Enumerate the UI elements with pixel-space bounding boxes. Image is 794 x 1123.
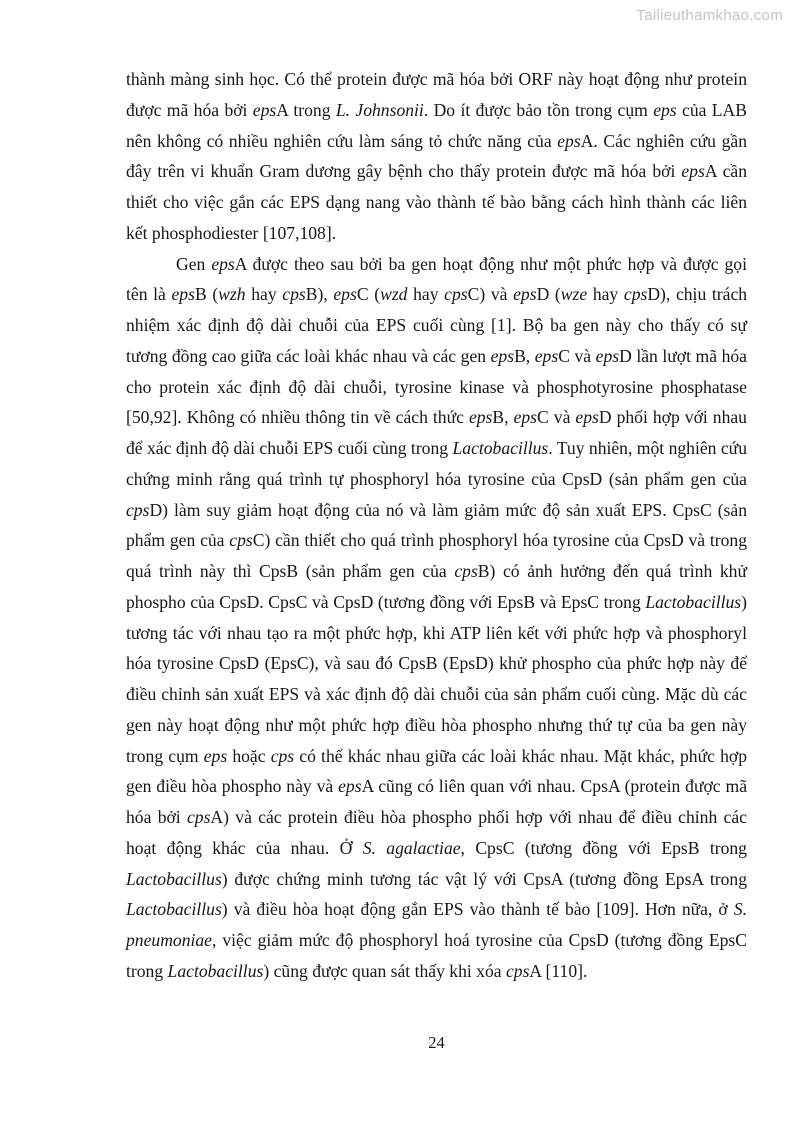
text-segment: eps (513, 407, 538, 428)
text-segment: Lactobacillus (645, 591, 742, 612)
text-segment: B, (492, 407, 514, 428)
text-segment: eps (557, 130, 581, 151)
text-segment: eps (575, 407, 599, 428)
text-segment: cps (282, 284, 306, 305)
paragraph (126, 249, 747, 987)
text-segment: C) cần thiết cho quá trình phosphoryl hóa tyrosine của CpsD và trong quá trình này thì CpsB (sản phẩm gen của (126, 530, 748, 581)
text-segment: Lactobacillus (167, 960, 264, 981)
text-segment: C) và (467, 284, 514, 305)
text-segment: C và (537, 407, 576, 428)
text-segment: eps (513, 284, 537, 305)
text-segment: hay (245, 284, 283, 305)
text-segment: C ( (356, 284, 381, 305)
text-segment: C và (558, 345, 596, 366)
text-segment: ) và điều hòa hoạt động gắn EPS vào thành tế bào [109]. Hơn nữa, ở (221, 899, 734, 920)
text-segment: L. Johnsonii (335, 99, 424, 120)
text-segment: B, (514, 345, 535, 366)
text-segment: D) làm suy giảm hoạt động của nó và làm giảm mức độ sản xuất EPS. CpsC (sản phẩm gen của (126, 499, 747, 551)
text-segment: eps (490, 345, 515, 366)
text-segment: . Do ít được bảo tồn trong cụm (423, 99, 654, 120)
text-segment: A cũng có liên quan với nhau. CpsA (protein được mã hóa bởi (126, 776, 747, 827)
text-segment: ) tương tác với nhau tạo ra một phức hợp, khi ATP liên kết với phức hợp và phosphoryl hóa tyrosine CpsD (EpsC), và sau đó CpsB (EpsD) khử phospho của phức hợp này để điều chỉnh sản xuất EPS và xác định độ dài chuỗi của sản phẩm cuối cùng. Mặc dù các gen này hoạt động như một phức hợp điều hòa phospho nhưng thứ tự của ba gen này trong cụm (126, 591, 747, 766)
text-segment: cps (229, 530, 253, 551)
text-segment: eps (171, 284, 195, 305)
text-segment: eps (534, 345, 559, 366)
text-segment: eps (595, 345, 620, 366)
text-segment: cps (126, 499, 150, 520)
text-segment: eps (211, 253, 235, 274)
text-segment: wzd (380, 284, 408, 305)
text-segment: , việc giảm mức độ phosphoryl hoá tyrosine của CpsD (tương đồng EpsC trong (126, 930, 747, 981)
text-segment: D), chịu trách nhiệm xác định độ dài chuỗi của EPS cuối cùng [1]. Bộ ba gen này cho thấy có sự tương đồng cao giữa các loài khác nhau và các gen (126, 284, 748, 366)
text-segment: A được theo sau bởi ba gen hoạt động như một phức hợp và được gọi tên là (126, 253, 747, 305)
text-segment: Lactobacillus (126, 868, 222, 889)
text-segment: eps (338, 776, 362, 797)
text-segment: eps (333, 284, 357, 305)
text-segment: cps (623, 284, 648, 305)
paragraph (126, 64, 747, 249)
text-segment: eps (653, 99, 677, 120)
text-segment: hoặc (227, 745, 271, 766)
text-segment: cps (186, 807, 211, 827)
text-segment: thành màng sinh học. Có thể protein được mã hóa bởi ORF này hoạt động như protein được mã hóa bởi (126, 69, 747, 120)
text-segment: wzh (218, 284, 246, 305)
text-segment: ) cũng được quan sát thấy khi xóa (263, 960, 506, 981)
text-segment: hay (407, 284, 445, 305)
text-segment: S. agalactiae (362, 837, 461, 858)
text-segment: S. pneumoniae (126, 899, 747, 950)
text-segment: A cần thiết cho việc gắn các EPS dạng nang vào thành tế bào bằng cách hình thành các liên kết phosphodiester [107,108]. (126, 161, 747, 243)
text-segment: D ( (536, 284, 561, 305)
text-segment: của LAB nên không có nhiều nghiên cứu làm sáng tỏ chức năng của (126, 99, 747, 151)
text-segment: cps (505, 960, 530, 981)
text-segment: A trong (276, 99, 336, 120)
text-segment: eps (468, 407, 493, 428)
text-segment: eps (203, 745, 228, 766)
text-segment: . Tuy nhiên, một nghiên cứu chứng minh rằng quá trình tự phosphoryl hóa tyrosine của CpsD (sản phẩm gen của (126, 438, 747, 489)
text-segment: eps (681, 161, 705, 182)
text-segment: B), (305, 284, 334, 305)
text-segment: có thể khác nhau giữa các loài khác nhau. Mặt khác, phức hợp gen điều hòa phospho này và (126, 745, 747, 797)
text-segment: D phối hợp với nhau để xác định độ dài chuỗi EPS cuối cùng trong (126, 407, 747, 458)
text-segment: hay (587, 284, 624, 305)
text-segment: B) có ảnh hưởng đến quá trình khử phospho của CpsD. CpsC và CpsD (tương đồng với EpsB và EpsC trong (126, 561, 747, 612)
text-segment: cps (270, 745, 295, 766)
text-segment: cps (444, 284, 468, 305)
text-segment: D lần lượt mã hóa cho protein xác định độ dài chuỗi, tyrosine kinase và phosphotyrosine phosphatase [50,92]. Không có nhiều thông tin về cách thức (126, 345, 747, 428)
text-segment: wze (560, 284, 588, 305)
page-number: 24 (428, 1033, 445, 1052)
text-segment: Gen (176, 253, 212, 274)
text-segment: Lactobacillus (126, 899, 222, 920)
text-segment: Lactobacillus (452, 438, 549, 458)
text-segment: B ( (194, 284, 219, 305)
watermark-text: Tailieuthamkhao.com (636, 7, 783, 24)
text-segment: A) và các protein điều hòa phospho phối hợp với nhau để điều chỉnh các hoạt động khác của nhau. Ở (126, 807, 747, 858)
text-segment: , CpsC (tương đồng với EpsB trong (460, 837, 747, 858)
text-segment: A. Các nghiên cứu gần đây trên vi khuẩn Gram dương gây bệnh cho thấy protein được mã hóa bởi (126, 130, 747, 182)
text-segment: ) được chứng minh tương tác vật lý với CpsA (tương đồng EpsA trong (221, 868, 747, 889)
body-text-block (126, 64, 747, 987)
text-segment: cps (454, 561, 478, 581)
text-segment: A [110]. (529, 960, 588, 981)
text-segment: eps (252, 99, 277, 120)
